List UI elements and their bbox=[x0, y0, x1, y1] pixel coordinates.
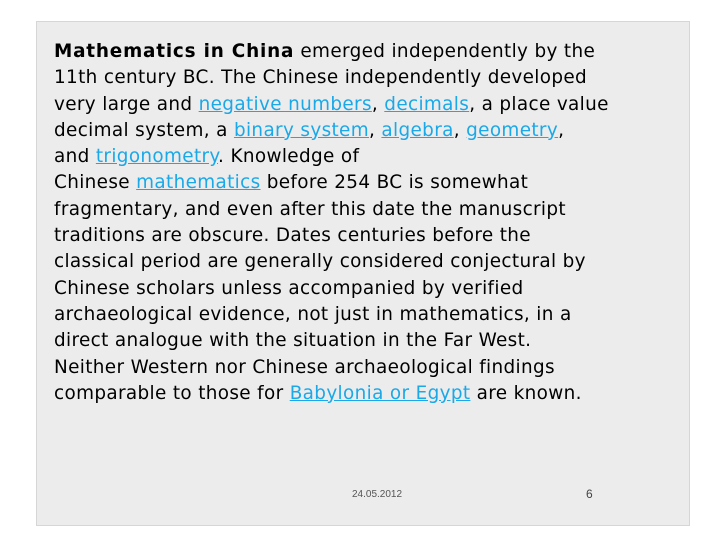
body-text-run: , a place value bbox=[469, 93, 609, 115]
body-text-run: are known. bbox=[470, 382, 582, 404]
text-line bbox=[54, 65, 686, 91]
page-number: 6 bbox=[586, 487, 593, 501]
body-text-run: before 254 BC is somewhat bbox=[260, 172, 529, 194]
link-negative-numbers[interactable]: negative numbers bbox=[198, 93, 372, 115]
link-trigonometry[interactable]: trigonometry bbox=[95, 146, 219, 168]
content-frame bbox=[36, 21, 690, 526]
bold-heading-text: Mathematics in China bbox=[54, 41, 295, 62]
link-binary-system[interactable]: binary system bbox=[233, 119, 369, 141]
text-line bbox=[54, 276, 686, 302]
body-text-run: Chinese scholars unless accompanied by verified bbox=[54, 277, 524, 299]
link-mathematics[interactable]: mathematics bbox=[136, 172, 261, 194]
text-line bbox=[54, 302, 686, 328]
body-text-run: direct analogue with the situation in the Far West. bbox=[54, 330, 532, 352]
text-line bbox=[54, 223, 686, 249]
link-geometry[interactable]: geometry bbox=[466, 119, 559, 141]
body-text-run: classical period are generally considered conjectural by bbox=[54, 251, 586, 273]
body-text-run: emerged independently by the bbox=[294, 41, 596, 62]
body-text-run: very large and bbox=[54, 93, 199, 115]
text-line bbox=[54, 328, 686, 354]
body-text-run: , bbox=[558, 119, 565, 141]
body-text-run: , bbox=[453, 119, 467, 141]
text-line bbox=[54, 39, 686, 65]
text-line bbox=[54, 144, 686, 170]
text-line bbox=[54, 355, 686, 381]
body-text-run: comparable to those for bbox=[54, 382, 290, 404]
link-algebra[interactable]: algebra bbox=[381, 119, 454, 141]
text-line bbox=[54, 118, 686, 144]
text-line bbox=[54, 249, 686, 275]
body-text-run: decimal system, a bbox=[54, 119, 234, 141]
text-line bbox=[54, 92, 686, 118]
body-text-run: . Knowledge of bbox=[218, 146, 360, 168]
body-text-run: and bbox=[54, 146, 96, 168]
body-text-run: Neither Western nor Chinese archaeological findings bbox=[54, 356, 555, 378]
body-text-run: traditions are obscure. Dates centuries before the bbox=[54, 225, 531, 247]
link-decimals[interactable]: decimals bbox=[384, 93, 470, 115]
footer-date: 24.05.2012 bbox=[352, 489, 403, 500]
link-babylonia-or-egypt[interactable]: Babylonia or Egypt bbox=[289, 382, 471, 404]
slide-body-text bbox=[54, 39, 686, 407]
body-text-run: Chinese bbox=[54, 172, 137, 194]
body-text-run: 11th century BC. The Chinese independently developed bbox=[54, 67, 588, 89]
text-line bbox=[54, 197, 686, 223]
body-text-run: , bbox=[371, 93, 385, 115]
body-text-run: fragmentary, and even after this date the manuscript bbox=[54, 198, 566, 220]
body-text-run: , bbox=[369, 119, 382, 141]
body-text-run: archaeological evidence, not just in mathematics, in a bbox=[54, 303, 572, 325]
text-line bbox=[54, 381, 686, 407]
text-line bbox=[54, 170, 686, 196]
